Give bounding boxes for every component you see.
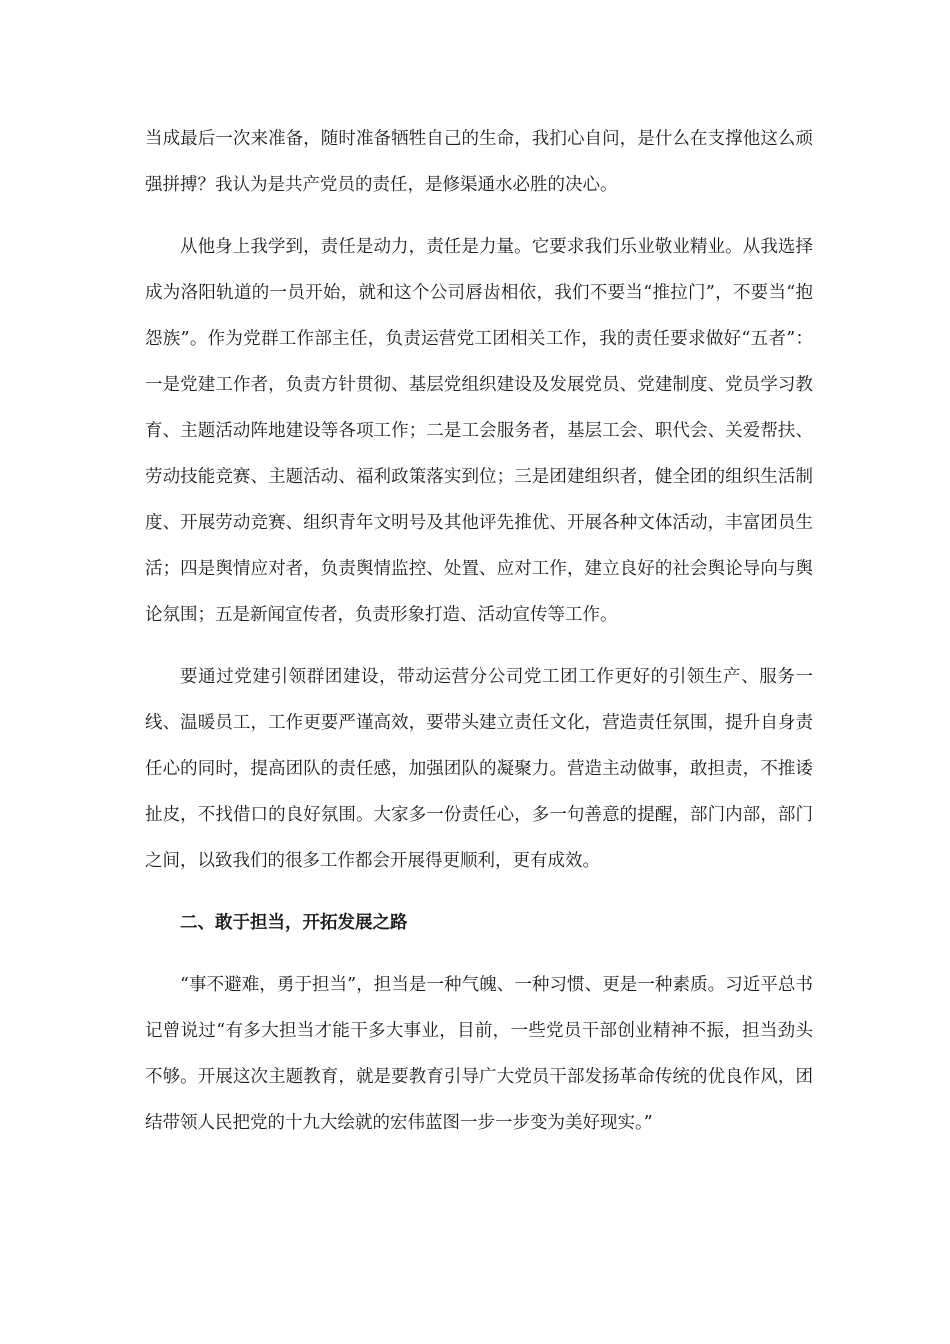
paragraph-responsibility: 从他身上我学到，责任是动力，责任是力量。它要求我们乐业敬业精业。从我选择成为洛阳轨道的一员开始，就和这个公司唇齿相依，我们不要当“推拉门”，不要当“抱怨族”。作为党群工作部主任，负责运营党工团相关工作，我的责任要求做好“五者”：一是党建工作者，负责方针贯彻、基层党组织建设及发展党员、党建制度、党员学习教育、主题活动阵地建设等各项工作；二是工会服务者，基层工会、职代会、关爱帮扶、劳动技能竞赛、主题活动、福利政策落实到位；三是团建组织者，健全团的组织生活制度、开展劳动竞赛、组织青年文明号及其他评先推优、开展各种文体活动，丰富团员生活；四是舆情应对者，负责舆情监控、处置、应对工作，建立良好的社会舆论导向与舆论氛围；五是新闻宣传者，负责形象打造、活动宣传等工作。 [145, 237, 813, 625]
section-heading: 二、敢于担当，开拓发展之路 [180, 913, 408, 933]
document-page [145, 116, 813, 1146]
paragraph-take-responsibility: “事不避难，勇于担当”，担当是一种气魄、一种习惯、更是一种素质。习近平总书记曾说过“有多大担当才能干多大事业，目前，一些党员干部创业精神不振，担当劲头不够。开展这次主题教育，就是要教育引导广大党员干部发扬革命传统的优良作风，团结带领人民把党的十九大绘就的宏伟蓝图一步一步变为美好现实。” [145, 975, 813, 1133]
paragraph-party-building: 要通过党建引领群团建设，带动运营分公司党工团工作更好的引领生产、服务一线、温暖员工，工作更要严谨高效，要带头建立责任文化，营造责任氛围，提升自身责任心的同时，提高团队的责任感，加强团队的凝聚力。营造主动做事，敢担责，不推诿扯皮，不找借口的良好氛围。大家多一份责任心，多一句善意的提醒，部门内部，部门之间，以致我们的很多工作都会开展得更顺利，更有成效。 [145, 667, 813, 871]
paragraph-continued: 当成最后一次来准备，随时准备牺牲自己的生命，我扪心自问，是什么在支撑他这么顽强拼搏？我认为是共产党员的责任，是修渠通水必胜的决心。 [145, 129, 813, 195]
section-heading-wrapper [145, 900, 813, 946]
